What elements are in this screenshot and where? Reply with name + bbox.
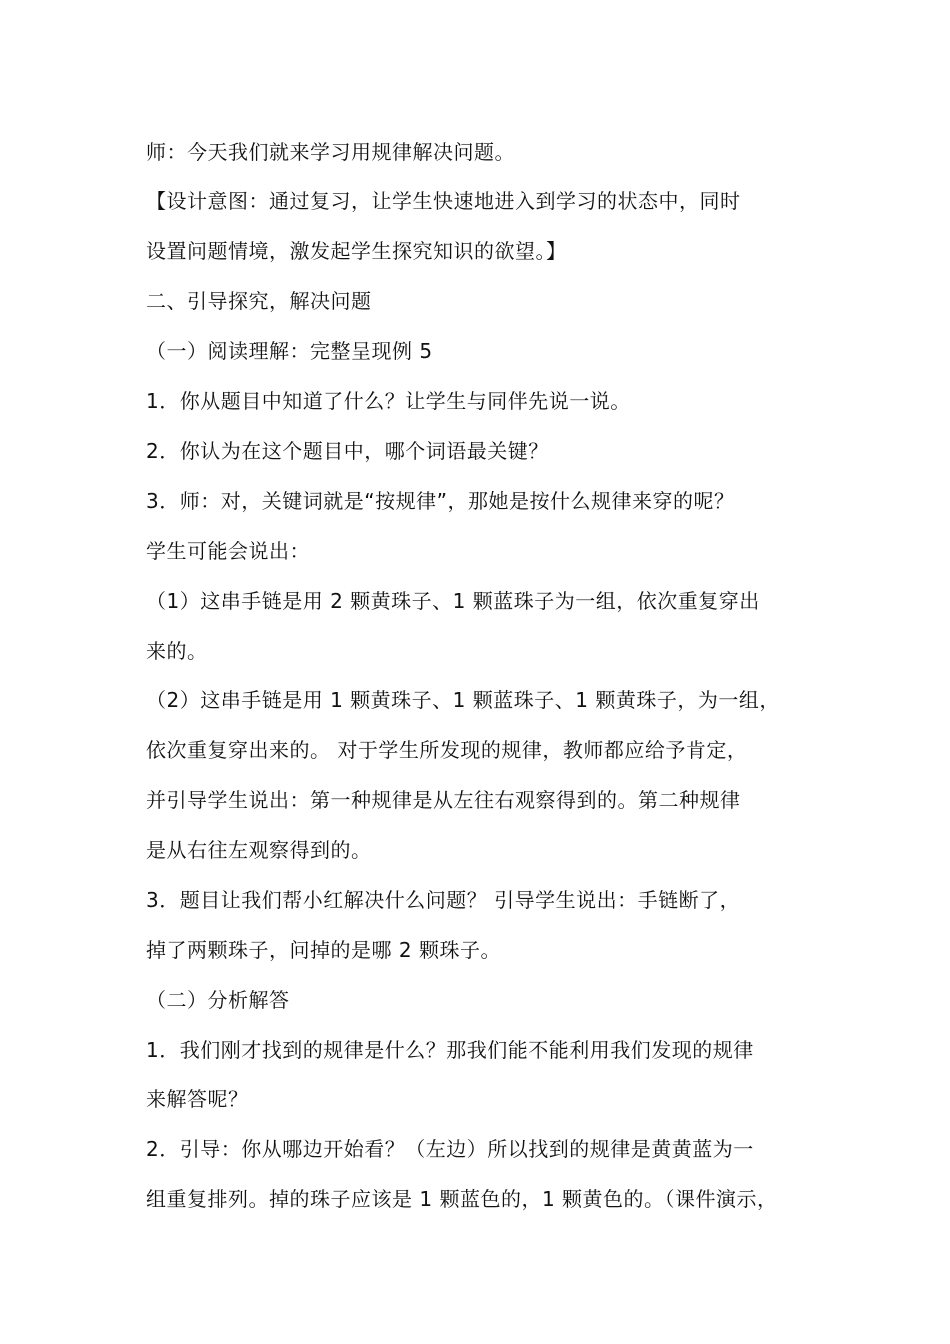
text-line: 来解答呢？ xyxy=(146,1087,249,1111)
text-line: （1）这串手链是用 2 颗黄珠子、1 颗蓝珠子为一组，依次重复穿出 xyxy=(146,589,760,613)
text-line: 【设计意图：通过复习，让学生快速地进入到学习的状态中，同时 xyxy=(146,189,741,213)
text-line: 掉了两颗珠子，问掉的是哪 2 颗珠子。 xyxy=(146,938,501,962)
subsection-heading: （一）阅读理解：完整呈现例 5 xyxy=(146,339,433,363)
text-line: （2）这串手链是用 1 颗黄珠子、1 颗蓝珠子、1 颗黄珠子，为一组， xyxy=(146,688,780,712)
text-line: 依次重复穿出来的。 对于学生所发现的规律，教师都应给予肯定， xyxy=(146,738,748,762)
text-line: 并引导学生说出：第一种规律是从左往右观察得到的。第二种规律 xyxy=(146,788,741,812)
text-line: 3．题目让我们帮小红解决什么问题？ 引导学生说出：手链断了， xyxy=(146,888,741,912)
text-line: 是从右往左观察得到的。 xyxy=(146,838,372,862)
text-line: 1．我们刚才找到的规律是什么？那我们能不能利用我们发现的规律 xyxy=(146,1038,754,1062)
text-line: 组重复排列。掉的珠子应该是 1 颗蓝色的，1 颗黄色的。（课件演示， xyxy=(146,1187,778,1211)
text-line: 2．你认为在这个题目中，哪个词语最关键？ xyxy=(146,439,549,463)
text-line: 师：今天我们就来学习用规律解决问题。 xyxy=(146,140,515,164)
subsection-heading: （二）分析解答 xyxy=(146,988,290,1012)
text-line: 学生可能会说出： xyxy=(146,539,310,563)
text-line: 设置问题情境，激发起学生探究知识的欲望。】 xyxy=(146,239,567,263)
text-line: 来的。 xyxy=(146,639,208,663)
text-line: 2．引导：你从哪边开始看？（左边）所以找到的规律是黄黄蓝为一 xyxy=(146,1137,754,1161)
text-line: 1．你从题目中知道了什么？让学生与同伴先说一说。 xyxy=(146,389,631,413)
text-line: 3．师：对，关键词就是“按规律”，那她是按什么规律来穿的呢？ xyxy=(146,489,735,513)
section-heading: 二、引导探究，解决问题 xyxy=(146,289,372,313)
